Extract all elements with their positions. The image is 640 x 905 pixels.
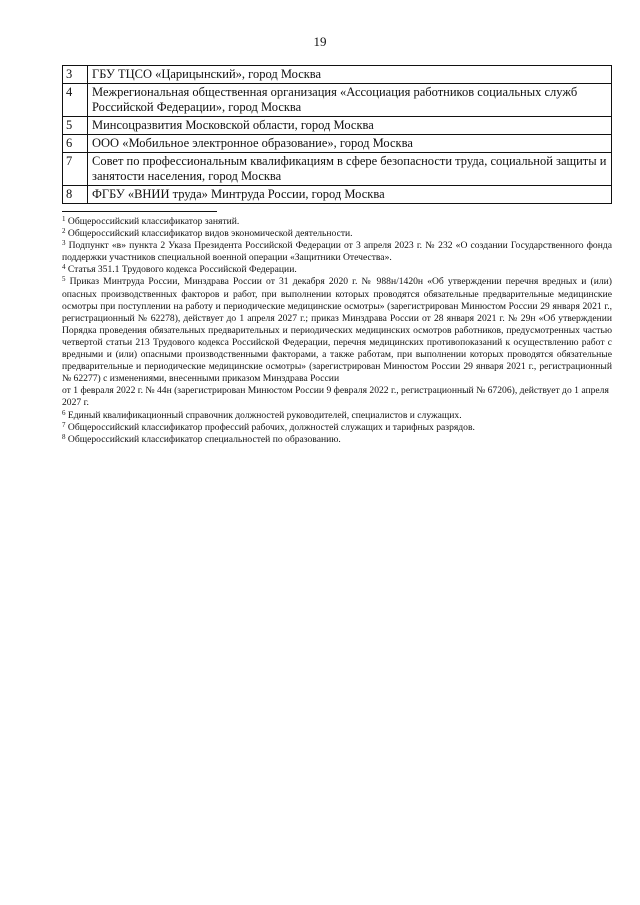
footnotes xyxy=(62,216,612,446)
footnote-text: Подпункт «в» пункта 2 Указа Президента Российской Федерации от 3 апреля 2023 г. № 232 «О создании Государственного фонда поддержки участников специальной военной операции «Защитники Отечества». xyxy=(62,240,612,264)
row-organization: ФГБУ «ВНИИ труда» Минтруда России, город Москва xyxy=(88,186,612,204)
footnote-mark: 8 xyxy=(62,432,66,441)
table-row xyxy=(63,84,612,117)
table-row xyxy=(63,153,612,186)
footnote-text: Статья 351.1 Трудового кодекса Российской Федерации. xyxy=(67,264,297,276)
row-number: 4 xyxy=(63,84,88,117)
footnote xyxy=(62,264,612,276)
footnote xyxy=(62,276,612,385)
footnote-text: Общероссийский классификатор видов экономической деятельности. xyxy=(67,228,353,240)
footnote-text: Общероссийский классификатор специальностей по образованию. xyxy=(67,433,341,445)
table-row xyxy=(63,66,612,84)
footnote-text: Приказ Минтруда России, Минздрава России от 31 декабря 2020 г. № 988н/1420н «Об утверждении перечня вредных и (или) опасных производственных факторов и работ, при выполнении которых проводятся обязательные предварительные медицинские осмотры при поступлении на работу и периодические медицинские осмотры» (зарегистрирован Минюстом России 29 января 2021 г., регистрационный № 62278), действует до 1 апреля 2027 г.; приказ Минздрава России от 28 января 2021 г. № 29н «Об утверждении Порядка проведения обязательных предварительных и периодических медицинских осмотров работников, предусмотренных частью четвертой статьи 213 Трудового кодекса Российской Федерации, перечня медицинских противопоказаний к осуществлению работ с вредными и (или) опасными производственными факторами, а также работам, при выполнении которых проводятся обязательные предварительные и периодические медицинские осмотры» (зарегистрирован Минюстом России 29 января 2021 г., регистрационный № 62277) с изменениями, внесенными приказом Минздрава России xyxy=(62,276,612,385)
table-row xyxy=(63,117,612,135)
footnote xyxy=(62,228,612,240)
footnote xyxy=(62,422,612,434)
footnote-mark: 5 xyxy=(62,275,66,284)
footnote-continuation: от 1 февраля 2022 г. № 44н (зарегистрирован Минюстом России 9 февраля 2022 г., регистрационный № 67206), действует до 1 апреля 2027 г. xyxy=(62,385,609,409)
table-row xyxy=(63,135,612,153)
row-organization: ГБУ ТЦСО «Царицынский», город Москва xyxy=(88,66,612,84)
row-organization: Межрегиональная общественная организация «Ассоциация работников социальных служб Российской Федерации», город Москва xyxy=(88,84,612,117)
row-number: 5 xyxy=(63,117,88,135)
row-number: 7 xyxy=(63,153,88,186)
footnote-mark: 6 xyxy=(62,408,66,417)
footnote-text: Общероссийский классификатор профессий рабочих, должностей служащих и тарифных разрядов. xyxy=(67,421,475,433)
row-number: 6 xyxy=(63,135,88,153)
organizations-table xyxy=(62,65,612,204)
footnote-mark: 1 xyxy=(62,215,66,223)
footnote-text: Единый квалификационный справочник должностей руководителей, специалистов и служащих. xyxy=(67,409,462,421)
footnote-mark: 7 xyxy=(62,420,66,429)
footnote-mark: 3 xyxy=(62,239,66,248)
row-organization: Минсоцразвития Московской области, город Москва xyxy=(88,117,612,135)
row-number: 3 xyxy=(63,66,88,84)
footnote-mark: 4 xyxy=(62,263,66,272)
row-organization: Совет по профессиональным квалификациям в сфере безопасности труда, социальной защиты и занятости населения, город Москва xyxy=(88,153,612,186)
page-number: 19 xyxy=(313,34,327,49)
table-row xyxy=(63,186,612,204)
footnote-text: Общероссийский классификатор занятий. xyxy=(67,216,240,227)
footnote xyxy=(62,410,612,422)
footnote xyxy=(62,216,612,228)
footnote xyxy=(62,240,612,264)
footnote-separator xyxy=(62,211,217,212)
row-organization: ООО «Мобильное электронное образование», город Москва xyxy=(88,135,612,153)
footnote xyxy=(62,434,612,446)
footnote-mark: 2 xyxy=(62,227,66,236)
row-number: 8 xyxy=(63,186,88,204)
